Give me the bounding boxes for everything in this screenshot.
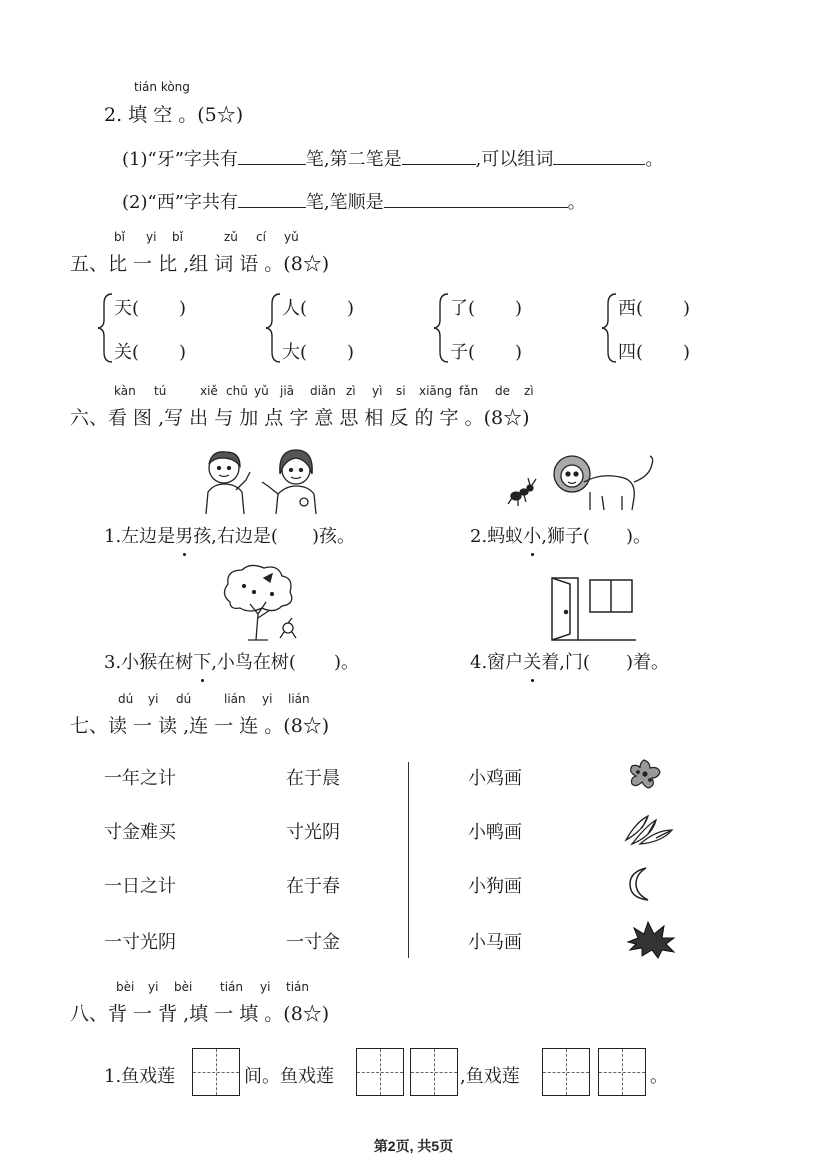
s7-animal-2[interactable]: 小鸭画	[468, 822, 522, 843]
blank-stroke-count-ya[interactable]	[238, 148, 306, 165]
s8-text-c: ,鱼戏莲	[460, 1066, 520, 1087]
s5-group3-bottom: 子( )	[450, 342, 523, 363]
blank-stroke-count-xi[interactable]	[238, 191, 306, 208]
tree-monkey-illustration	[220, 564, 310, 642]
s5-heading: 五、比 一 比 ,组 词 语 。(8☆)	[70, 253, 330, 275]
s6-heading: 六、看 图 ,写 出 与 加 点 字 意 思 相 反 的 字 。(8☆)	[70, 407, 530, 429]
s7-mid-4[interactable]: 一寸金	[286, 932, 340, 953]
s7-divider	[408, 762, 409, 958]
s7-left-4[interactable]: 一寸光阴	[104, 932, 176, 953]
maple-leaf-print-icon[interactable]	[624, 920, 678, 960]
page-footer: 第2页, 共5页	[373, 1138, 454, 1154]
s7-mid-3[interactable]: 在于春	[286, 876, 340, 897]
s7-animal-3[interactable]: 小狗画	[468, 876, 522, 897]
s5-group4-top: 西( )	[618, 298, 691, 319]
bamboo-leaf-print-icon[interactable]	[622, 810, 676, 846]
s7-left-1[interactable]: 一年之计	[104, 768, 176, 789]
brace-2	[266, 294, 280, 362]
s5-group2-top: 人( )	[282, 298, 355, 319]
dotted-char: 关	[523, 652, 542, 673]
s7-animal-4[interactable]: 小马画	[468, 932, 522, 953]
tianzige-box-4[interactable]	[542, 1048, 590, 1096]
s7-left-2[interactable]: 寸金难买	[104, 822, 176, 843]
boy-girl-illustration	[192, 446, 332, 514]
brace-1	[98, 294, 112, 362]
s5-group1-bottom: 关( )	[114, 342, 187, 363]
q2-pinyin: tián kòng	[134, 80, 190, 94]
tianzige-box-1[interactable]	[192, 1048, 240, 1096]
dotted-char: 下	[193, 652, 212, 673]
s7-left-3[interactable]: 一日之计	[104, 876, 176, 897]
s5-group3-top: 了( )	[450, 298, 523, 319]
blank-word-ya[interactable]	[553, 148, 645, 165]
s8-text-d: 。	[650, 1066, 668, 1087]
dotted-char: 男	[175, 526, 194, 547]
tianzige-box-2[interactable]	[356, 1048, 404, 1096]
s5-group2-bottom: 大( )	[282, 342, 355, 363]
blank-second-stroke-ya[interactable]	[402, 148, 476, 165]
s8-heading: 八、背 一 背 ,填 一 填 。(8☆)	[70, 1003, 330, 1025]
brace-4	[602, 294, 616, 362]
s5-group4-bottom: 四( )	[618, 342, 691, 363]
s6-item3: 3.小猴在树下,小鸟在树( )。	[104, 652, 359, 673]
s7-heading: 七、读 一 读 ,连 一 连 。(8☆)	[70, 715, 330, 737]
blank-stroke-order-xi[interactable]	[384, 191, 568, 208]
brace-3	[434, 294, 448, 362]
dotted-char: 小	[523, 526, 542, 547]
s5-group1-top: 天( )	[114, 298, 187, 319]
q2-heading: 2. 填 空 。(5☆)	[104, 104, 244, 126]
s8-text-a: 1.鱼戏莲	[104, 1066, 176, 1087]
s6-item1: 1.左边是男孩,右边是( )孩。	[104, 526, 355, 547]
s7-mid-2[interactable]: 寸光阴	[286, 822, 340, 843]
s8-text-b: 间。鱼戏莲	[244, 1066, 334, 1087]
tianzige-box-5[interactable]	[598, 1048, 646, 1096]
s7-mid-1[interactable]: 在于晨	[286, 768, 340, 789]
flower-print-icon[interactable]	[624, 756, 664, 792]
q2-line1: (1)“牙”字共有 笔,第二笔是 ,可以组词 。	[122, 149, 664, 170]
ant-lion-illustration	[502, 452, 662, 514]
tianzige-box-3[interactable]	[410, 1048, 458, 1096]
s6-item4: 4.窗户关着,门( )着。	[470, 652, 669, 673]
crescent-moon-print-icon[interactable]	[624, 864, 658, 904]
s6-item2: 2.蚂蚁小,狮子( )。	[470, 526, 651, 547]
s7-animal-1[interactable]: 小鸡画	[468, 768, 522, 789]
door-window-illustration	[550, 576, 636, 642]
q2-line2: (2)“西”字共有 笔,笔顺是 。	[122, 192, 586, 213]
